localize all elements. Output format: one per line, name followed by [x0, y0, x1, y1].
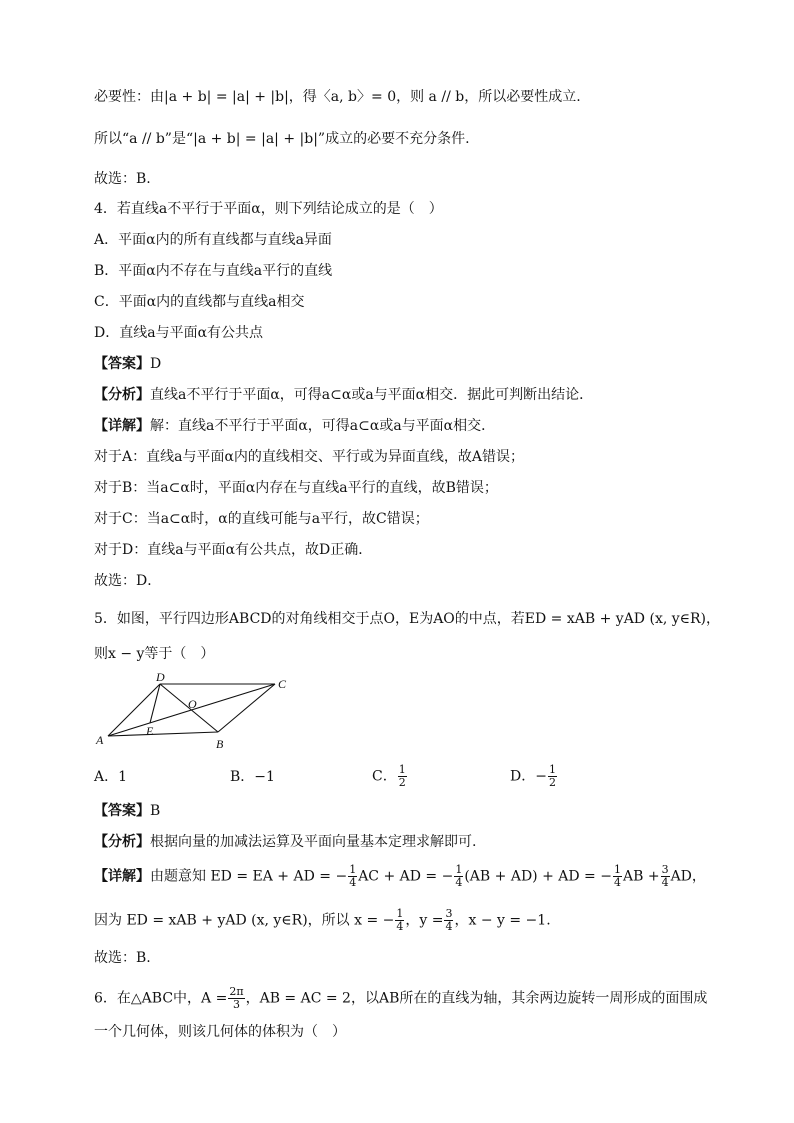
select-line: 故选：B. [94, 171, 151, 187]
question-4-for-b: 对于B：当a⊂α时，平面α内存在与直线a平行的直线，故B错误； [94, 480, 498, 496]
question-5-options [94, 764, 654, 790]
edge-ab [108, 732, 218, 736]
question-4-option-c: C．平面α内的直线都与直线a相交 [94, 294, 305, 310]
option-a: A．1 [94, 769, 128, 785]
question-4-analysis [94, 386, 593, 404]
fraction-x-value: $\frac{1}{4}$ [396, 907, 404, 933]
question-5-select: 故选：B. [94, 950, 151, 966]
fraction-quarter-1: $\frac{1}{4}$ [349, 863, 357, 889]
answer-tag: 【答案】 [94, 803, 150, 819]
fraction-quarter-2: $\frac{1}{4}$ [455, 863, 463, 889]
label-e: E [146, 724, 154, 738]
fraction-two-pi-thirds: $\frac{2\pi}{3}$ [229, 985, 244, 1011]
conclusion-line: 所以“a // b”是“|a + b| = |a| + |b|”成立的必要不充分条件. [94, 131, 470, 147]
question-5-stem: 5．如图，平行四边形ABCD的对角线相交于点O，E为AO的中点，若ED = xAB + yAD (x, y∈R)， [94, 611, 721, 627]
question-4-for-d: 对于D：直线a与平面α有公共点，故D正确． [94, 542, 373, 558]
question-6-stem: 6．在△ABC中，A = $\frac{2\pi}{3}$ ，AB = AC = 2，以AB所在的直线为轴，其余两边旋转一周形成的面围成 [94, 985, 708, 1011]
question-5-detail-1: 【详解】由题意知 ED = EA + AD = − $\frac{1}{4}$ AC + AD = − $\frac{1}{4}$ (AB + AD) + AD = − $\frac{1}{4}$ AB + $\frac{3}{4}$ AD， [94, 863, 706, 889]
detail-tag: 【详解】 [94, 868, 150, 885]
question-4-option-a: A．平面α内的所有直线都与直线a异面 [94, 232, 332, 248]
analysis-tag: 【分析】 [94, 387, 150, 403]
fraction-y-value: $\frac{3}{4}$ [445, 907, 453, 933]
answer-value: D [150, 356, 162, 372]
question-4-option-b: B．平面α内不存在与直线a平行的直线 [94, 263, 333, 279]
answer-tag: 【答案】 [94, 356, 150, 372]
answer-value: B [150, 803, 161, 819]
analysis-text: 直线a不平行于平面α，可得a⊂α或a与平面α相交．据此可判断出结论． [150, 387, 594, 403]
label-d: D [156, 670, 165, 684]
question-4-select: 故选：D． [94, 573, 162, 589]
detail-text: 解：直线a不平行于平面α，可得a⊂α或a与平面α相交． [150, 418, 496, 434]
fraction-three-quarter: $\frac{3}{4}$ [661, 863, 669, 889]
question-4-stem: 4．若直线a不平行于平面α，则下列结论成立的是（ ） [94, 201, 443, 217]
analysis-tag: 【分析】 [94, 834, 150, 850]
detail-tag: 【详解】 [94, 418, 150, 434]
question-5-answer [94, 802, 160, 820]
option-c: C． $\frac{1}{2}$ [372, 763, 406, 789]
fraction-one-half: $\frac{1}{2}$ [398, 763, 406, 789]
question-5-analysis [94, 833, 476, 851]
label-b: B [216, 737, 224, 751]
question-6-stem-2: 一个几何体，则该几何体的体积为（ ） [94, 1024, 346, 1040]
question-4-for-a: 对于A：直线a与平面α内的直线相交、平行或为异面直线，故A错误； [94, 449, 525, 465]
option-d: D．− $\frac{1}{2}$ [510, 763, 556, 789]
question-4-for-c: 对于C：当a⊂α时，α的直线可能与a平行，故C错误； [94, 511, 429, 527]
option-b: B．−1 [230, 769, 275, 785]
necessity-line: 必要性：由|a + b| = |a| + |b|，得〈a, b〉= 0，则 a // b，所以必要性成立. [94, 89, 581, 105]
parallelogram-figure [96, 670, 320, 752]
label-a: A [96, 733, 104, 747]
question-4-option-d: D．直线a与平面α有公共点 [94, 325, 264, 341]
question-5-detail-2: 因为 ED = xAB + yAD (x, y∈R)，所以 x = − $\frac{1}{4}$ ，y = $\frac{3}{4}$ ，x − y = −1. [94, 907, 551, 933]
question-4-detail [94, 417, 495, 435]
fraction-one-half-neg: $\frac{1}{2}$ [548, 763, 556, 789]
label-c: C [278, 677, 287, 691]
edge-bc [218, 684, 275, 732]
analysis-text: 根据向量的加减法运算及平面向量基本定理求解即可. [150, 834, 477, 850]
question-4-answer [94, 355, 161, 373]
fraction-quarter-3: $\frac{1}{4}$ [613, 863, 621, 889]
question-5-stem-2: 则x − y等于（ ） [94, 646, 215, 662]
segment-de [150, 684, 160, 723]
label-o: O [188, 697, 197, 711]
